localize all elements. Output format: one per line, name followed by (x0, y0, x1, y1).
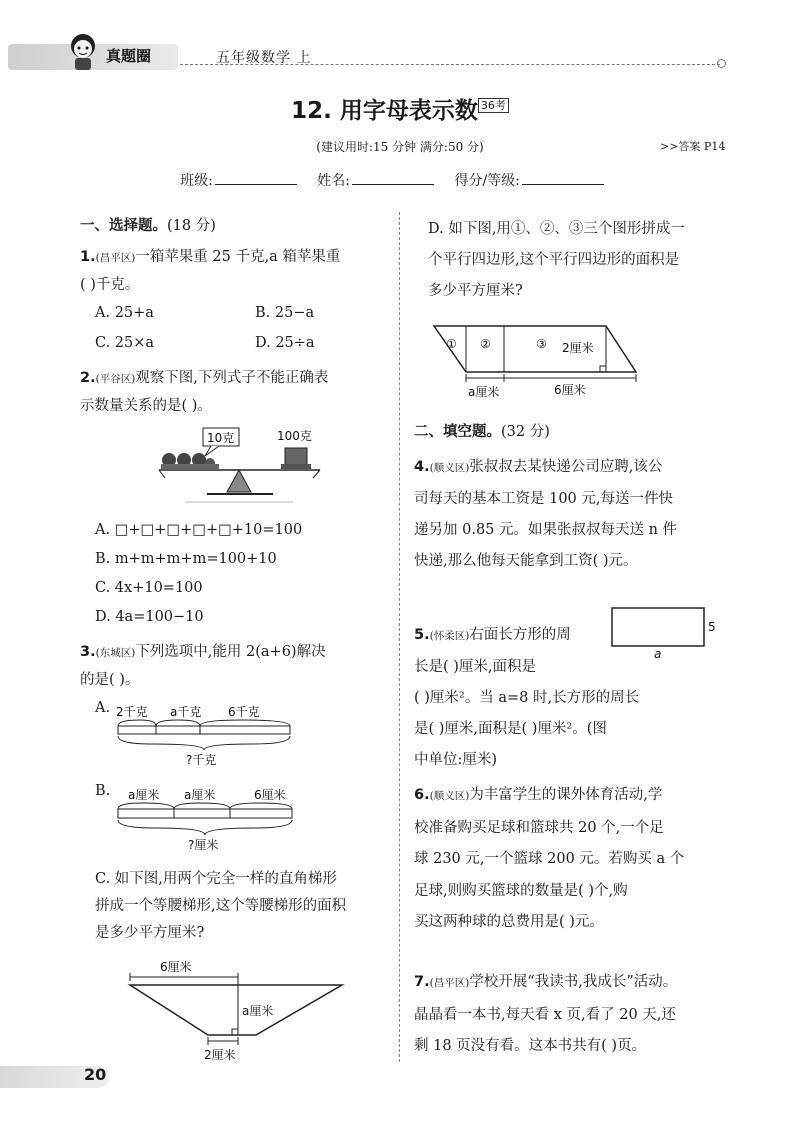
question-2: 2.(平谷区)观察下图,下列式子不能正确表 示数量关系的是( )。 (80, 370, 329, 414)
svg-text:6厘米: 6厘米 (554, 383, 586, 397)
q3-option-a-label[interactable]: A. (95, 700, 111, 716)
q3-option-d[interactable]: D. 如下图,用①、②、③三个图形拼成一 个平行四边形,这个平行四边形的面积是 多少平方厘米? (428, 221, 685, 299)
question-3: 3.(东城区)下列选项中,能用 2(a+6)解决 的是( )。 (80, 644, 326, 688)
scale-label-right: 100克 (277, 429, 312, 443)
apple-box-icons (161, 453, 219, 469)
q3-option-b-label[interactable]: B. (95, 783, 111, 799)
section-heading-fill: 二、填空题。(32 分) (414, 424, 550, 440)
exam-count-badge: 36考 (478, 98, 509, 113)
svg-text:a: a (654, 647, 662, 660)
svg-text:?千克: ?千克 (186, 753, 217, 767)
question-4: 4.(顺义区)张叔叔去某快递公司应聘,该公 司每天的基本工资是 100 元,每送一件快 递另加 0.85 元。如果张叔叔每天送 n 件 快递,那么他每天能拿到工资( )元。 (414, 459, 678, 569)
page-title: 12. 用字母表示数 $^{36考}$ (0, 92, 800, 125)
parallelogram-figure (430, 322, 670, 406)
q3-option-b-figure (112, 783, 312, 857)
q2-option-c[interactable]: C. 4x+10=100 (95, 580, 203, 596)
name-blank[interactable] (352, 184, 434, 185)
svg-text:a厘米: a厘米 (184, 788, 216, 802)
svg-text:a厘米: a厘米 (128, 788, 160, 802)
q2-option-d[interactable]: D. 4a=100−10 (95, 609, 204, 625)
question-6: 6.(顺义区)为丰富学生的课外体育活动,学 校准备购买足球和篮球共 20 个,一个足 球 230 元,一个篮球 200 元。若购买 a 个 足球,则购买篮球的数量是( )个,购 买这两种球的总费用是( )元。 (414, 787, 685, 930)
question-5: 5.(怀柔区)右面长方形的周 长是( )厘米,面积是 ( )厘米²。当 a=8 时,长方形的周长 是( )厘米,面积是( )厘米²。(图 中单位:厘米) (414, 627, 640, 768)
svg-text:6厘米: 6厘米 (160, 960, 192, 974)
question-1: 1.(昌平区)一箱苹果重 25 千克,a 箱苹果重 ( )千克。 (80, 249, 341, 293)
q1-option-a[interactable]: A. 25+a (95, 305, 154, 321)
q2-option-b[interactable]: B. m+m+m+m=100+10 (95, 551, 277, 567)
header-subtitle: 五年级数学 上 (216, 50, 312, 66)
isosceles-trapezoid-figure (120, 955, 350, 1065)
q1-option-d[interactable]: D. 25÷a (255, 335, 315, 351)
score-blank[interactable] (522, 184, 604, 185)
class-blank[interactable] (215, 184, 297, 185)
rectangle-figure (608, 604, 718, 660)
question-7: 7.(昌平区)学校开展“我读书,我成长”活动。 晶晶看一本书,每天看 x 页,看了 20 天,还 剩 18 页没有看。这本书共有( )页。 (414, 974, 678, 1054)
scale-label-left: 10克 (207, 431, 235, 445)
svg-text:a厘米: a厘米 (468, 385, 500, 399)
q1-option-c[interactable]: C. 25×a (95, 335, 155, 351)
svg-text:2千克: 2千克 (116, 705, 148, 719)
answer-reference: >>答案 P14 (660, 140, 726, 153)
svg-text:a厘米: a厘米 (242, 1004, 274, 1018)
svg-text:6千克: 6千克 (228, 705, 260, 719)
time-score-info: (建议用时:15 分钟 满分:50 分) (316, 140, 484, 154)
svg-text:①: ① (446, 337, 457, 351)
svg-text:②: ② (480, 337, 491, 351)
svg-text:?厘米: ?厘米 (188, 838, 219, 852)
header-rule (180, 64, 720, 65)
section-heading-choice: 一、选择题。(18 分) (80, 218, 216, 234)
q3-option-c[interactable]: C. 如下图,用两个完全一样的直角梯形 拼成一个等腰梯形,这个等腰梯形的面积 是多少平方厘米? (95, 871, 347, 941)
svg-text:5: 5 (708, 620, 716, 634)
svg-text:6厘米: 6厘米 (254, 788, 286, 802)
q1-option-b[interactable]: B. 25−a (255, 305, 315, 321)
series-tag: 真题圈 (106, 47, 152, 65)
svg-text:2厘米: 2厘米 (204, 1048, 236, 1062)
svg-text:③: ③ (536, 337, 547, 351)
page-number: 20 (84, 1065, 107, 1084)
header-dot-icon (717, 59, 726, 68)
mascot-icon (64, 30, 102, 72)
student-fields: 班级: 姓名: 得分/等级: (0, 170, 800, 190)
balance-scale-figure (155, 422, 355, 512)
q2-option-a[interactable]: A. □+□+□+□+□+10=100 (95, 522, 303, 538)
svg-text:a千克: a千克 (170, 705, 202, 719)
q3-option-a-figure (112, 700, 312, 772)
svg-text:2厘米: 2厘米 (562, 341, 594, 355)
